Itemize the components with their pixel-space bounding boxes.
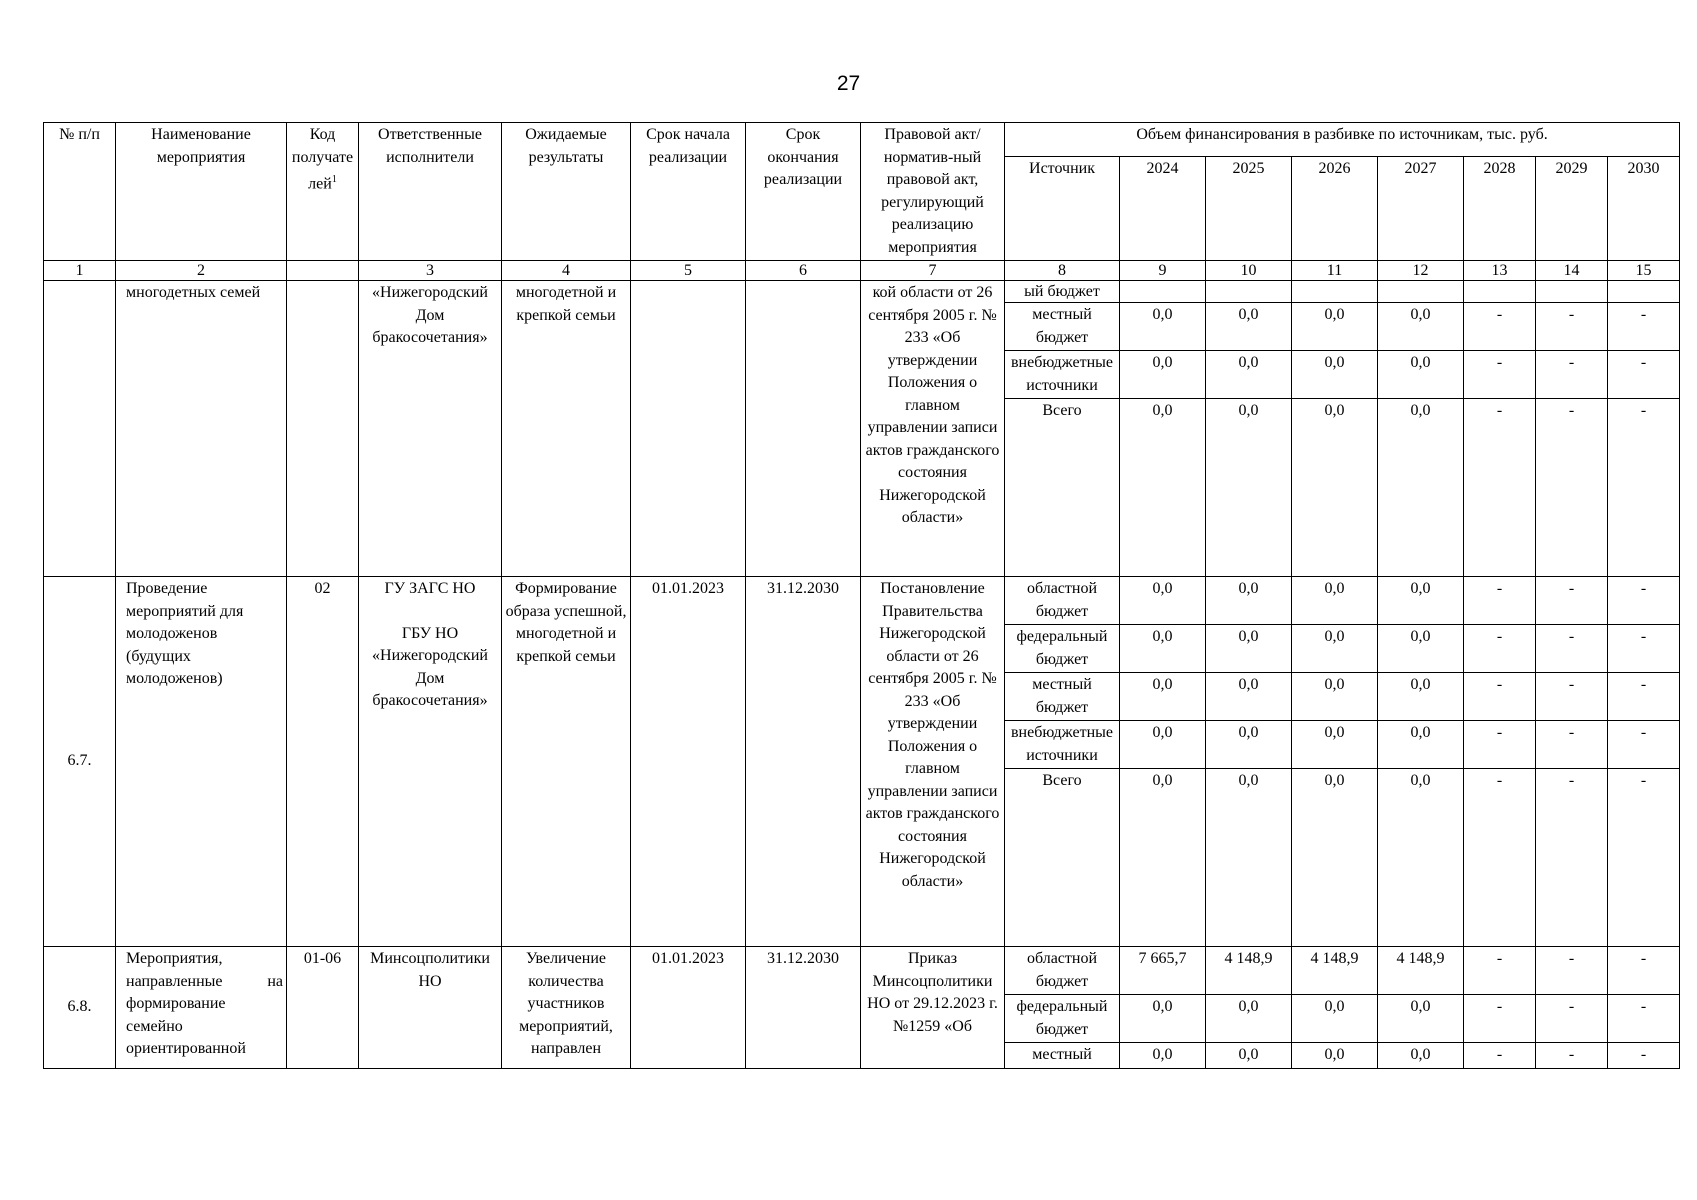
- value-cell: 0,0: [1120, 303, 1206, 351]
- value-cell: -: [1464, 995, 1536, 1043]
- col-number: 5: [631, 261, 746, 281]
- value-cell: 0,0: [1206, 303, 1292, 351]
- value-cell: 0,0: [1378, 351, 1464, 399]
- value-cell: [1536, 281, 1608, 303]
- source-cell: местный: [1005, 1043, 1120, 1069]
- value-cell: -: [1608, 995, 1680, 1043]
- value-cell: 0,0: [1120, 673, 1206, 721]
- header-source: Источник: [1005, 157, 1120, 261]
- col-number: 10: [1206, 261, 1292, 281]
- block2-resp: [359, 577, 502, 947]
- value-cell: -: [1464, 721, 1536, 769]
- block1-end: [746, 281, 861, 577]
- value-cell: -: [1608, 721, 1680, 769]
- source-cell: местный бюджет: [1005, 303, 1120, 351]
- value-cell: -: [1536, 399, 1608, 577]
- col-number: 1: [44, 261, 116, 281]
- header-year: 2026: [1292, 157, 1378, 261]
- block1-start: [631, 281, 746, 577]
- block2-num: 6.7.: [44, 577, 116, 947]
- block1-legal: кой области от 26 сентября 2005 г. № 233 «Об утверждении Положения о главном управлении записи актов гражданского состояния Нижегородской области»: [861, 281, 1005, 577]
- header-resp: Ответственные исполнители: [359, 123, 502, 261]
- value-cell: -: [1608, 399, 1680, 577]
- header-name: Наименование мероприятия: [116, 123, 287, 261]
- value-cell: 0,0: [1206, 1043, 1292, 1069]
- value-cell: 0,0: [1292, 673, 1378, 721]
- value-cell: 0,0: [1378, 673, 1464, 721]
- col-number: 9: [1120, 261, 1206, 281]
- value-cell: 0,0: [1292, 303, 1378, 351]
- value-cell: -: [1464, 673, 1536, 721]
- value-cell: -: [1536, 947, 1608, 995]
- column-numbers-row: [44, 261, 1680, 281]
- value-cell: 0,0: [1120, 625, 1206, 673]
- value-cell: 0,0: [1292, 577, 1378, 625]
- value-cell: 0,0: [1120, 769, 1206, 947]
- value-cell: 0,0: [1120, 399, 1206, 577]
- header-year: 2024: [1120, 157, 1206, 261]
- value-cell: 0,0: [1206, 351, 1292, 399]
- value-cell: 0,0: [1206, 625, 1292, 673]
- value-cell: 0,0: [1378, 625, 1464, 673]
- block2-start: 01.01.2023: [631, 577, 746, 947]
- value-cell: -: [1464, 399, 1536, 577]
- value-cell: [1464, 281, 1536, 303]
- block2-expected: Формирование образа успешной, многодетной и крепкой семьи: [502, 577, 631, 947]
- header-start: Срок начала реализации: [631, 123, 746, 261]
- header-year: 2029: [1536, 157, 1608, 261]
- block3-num: 6.8.: [44, 947, 116, 1069]
- value-cell: 0,0: [1378, 303, 1464, 351]
- value-cell: -: [1536, 673, 1608, 721]
- value-cell: -: [1608, 625, 1680, 673]
- header-end: Срок окончания реализации: [746, 123, 861, 261]
- col-number: 6: [746, 261, 861, 281]
- value-cell: -: [1536, 1043, 1608, 1069]
- block2-resp-2: ГБУ НО «Нижегородский Дом бракосочетания»: [372, 624, 488, 709]
- value-cell: 0,0: [1120, 577, 1206, 625]
- value-cell: -: [1464, 303, 1536, 351]
- block3-resp: Минсоцполитики НО: [359, 947, 502, 1069]
- header-year: 2028: [1464, 157, 1536, 261]
- value-cell: -: [1536, 721, 1608, 769]
- value-cell: 7 665,7: [1120, 947, 1206, 995]
- block2-code: 02: [287, 577, 359, 947]
- block2-name: Проведение мероприятий для молодоженов (будущих молодоженов): [116, 577, 287, 947]
- value-cell: 0,0: [1206, 769, 1292, 947]
- block1-name: многодетных семей: [116, 281, 287, 577]
- col-number: 3: [359, 261, 502, 281]
- header-row-1: [44, 123, 1680, 157]
- source-cell: внебюджетные источники: [1005, 721, 1120, 769]
- value-cell: 0,0: [1120, 351, 1206, 399]
- block1-code: [287, 281, 359, 577]
- block1-resp: «Нижегородский Дом бракосочетания»: [359, 281, 502, 577]
- source-cell: федеральный бюджет: [1005, 995, 1120, 1043]
- value-cell: 0,0: [1206, 721, 1292, 769]
- block3-start: 01.01.2023: [631, 947, 746, 1069]
- value-cell: 0,0: [1206, 399, 1292, 577]
- value-cell: 0,0: [1120, 995, 1206, 1043]
- value-cell: -: [1464, 625, 1536, 673]
- header-year: 2030: [1608, 157, 1680, 261]
- value-cell: 0,0: [1292, 351, 1378, 399]
- value-cell: 0,0: [1292, 399, 1378, 577]
- block1-expected: многодетной и крепкой семьи: [502, 281, 631, 577]
- col-number: [287, 261, 359, 281]
- value-cell: -: [1536, 577, 1608, 625]
- header-legal: Правовой акт/норматив-ный правовой акт, регулирующий реализацию мероприятия: [861, 123, 1005, 261]
- value-cell: -: [1536, 625, 1608, 673]
- value-cell: 0,0: [1206, 577, 1292, 625]
- source-cell: Всего: [1005, 399, 1120, 577]
- header-expected: Ожидаемые результаты: [502, 123, 631, 261]
- value-cell: [1120, 281, 1206, 303]
- value-cell: -: [1608, 577, 1680, 625]
- value-cell: 0,0: [1120, 721, 1206, 769]
- value-cell: [1206, 281, 1292, 303]
- value-cell: -: [1536, 995, 1608, 1043]
- col-number: 4: [502, 261, 631, 281]
- col-number: 2: [116, 261, 287, 281]
- value-cell: 0,0: [1378, 721, 1464, 769]
- value-cell: 0,0: [1378, 995, 1464, 1043]
- value-cell: -: [1464, 1043, 1536, 1069]
- block2-row: [44, 577, 1680, 625]
- value-cell: -: [1608, 303, 1680, 351]
- value-cell: 4 148,9: [1206, 947, 1292, 995]
- block3-row: [44, 947, 1680, 995]
- page-number: 27: [836, 72, 861, 95]
- col-number: 7: [861, 261, 1005, 281]
- value-cell: 0,0: [1292, 769, 1378, 947]
- source-cell: местный бюджет: [1005, 673, 1120, 721]
- value-cell: -: [1608, 1043, 1680, 1069]
- source-cell: федеральный бюджет: [1005, 625, 1120, 673]
- block2-legal: Постановление Правительства Нижегородской области от 26 сентября 2005 г. № 233 «Об утверждении Положения о главном управлении записи актов гражданского состояния Нижегородской области»: [861, 577, 1005, 947]
- value-cell: 0,0: [1378, 399, 1464, 577]
- block3-legal: Приказ Минсоцполитики НО от 29.12.2023 г. №1259 «Об: [861, 947, 1005, 1069]
- value-cell: 0,0: [1292, 995, 1378, 1043]
- header-num: № п/п: [44, 123, 116, 261]
- header-year: 2027: [1378, 157, 1464, 261]
- value-cell: -: [1536, 351, 1608, 399]
- block2-end: 31.12.2030: [746, 577, 861, 947]
- col-number: 15: [1608, 261, 1680, 281]
- value-cell: 4 148,9: [1378, 947, 1464, 995]
- source-cell: ый бюджет: [1005, 281, 1120, 303]
- value-cell: -: [1608, 673, 1680, 721]
- block1-row: [44, 281, 1680, 303]
- value-cell: 0,0: [1292, 1043, 1378, 1069]
- value-cell: [1292, 281, 1378, 303]
- value-cell: 0,0: [1206, 673, 1292, 721]
- source-cell: Всего: [1005, 769, 1120, 947]
- col-number: 8: [1005, 261, 1120, 281]
- value-cell: -: [1536, 769, 1608, 947]
- source-cell: областной бюджет: [1005, 577, 1120, 625]
- block3-end: 31.12.2030: [746, 947, 861, 1069]
- block3-name: Мероприятия, направленные на формирование семейно ориентированной: [116, 947, 287, 1069]
- block1-num: [44, 281, 116, 577]
- header-year: 2025: [1206, 157, 1292, 261]
- value-cell: 0,0: [1378, 769, 1464, 947]
- col-number: 12: [1378, 261, 1464, 281]
- value-cell: -: [1464, 769, 1536, 947]
- value-cell: 0,0: [1292, 721, 1378, 769]
- value-cell: 4 148,9: [1292, 947, 1378, 995]
- value-cell: -: [1608, 947, 1680, 995]
- value-cell: -: [1608, 351, 1680, 399]
- source-cell: внебюджетные источники: [1005, 351, 1120, 399]
- value-cell: 0,0: [1378, 577, 1464, 625]
- header-code: Код получателей$^1$: [287, 123, 359, 261]
- value-cell: 0,0: [1378, 1043, 1464, 1069]
- block3-code: 01-06: [287, 947, 359, 1069]
- value-cell: 0,0: [1206, 995, 1292, 1043]
- value-cell: -: [1464, 577, 1536, 625]
- header-funding: Объем финансирования в разбивке по источникам, тыс. руб.: [1005, 123, 1680, 157]
- block3-expected: Увеличение количества участников мероприятий, направлен: [502, 947, 631, 1069]
- value-cell: -: [1608, 769, 1680, 947]
- value-cell: 0,0: [1292, 625, 1378, 673]
- value-cell: -: [1464, 351, 1536, 399]
- value-cell: -: [1464, 947, 1536, 995]
- value-cell: -: [1536, 303, 1608, 351]
- financing-table: [43, 122, 1680, 1069]
- source-cell: областной бюджет: [1005, 947, 1120, 995]
- col-number: 13: [1464, 261, 1536, 281]
- value-cell: 0,0: [1120, 1043, 1206, 1069]
- col-number: 11: [1292, 261, 1378, 281]
- col-number: 14: [1536, 261, 1608, 281]
- block2-resp-1: ГУ ЗАГС НО: [384, 580, 476, 597]
- value-cell: [1378, 281, 1464, 303]
- value-cell: [1608, 281, 1680, 303]
